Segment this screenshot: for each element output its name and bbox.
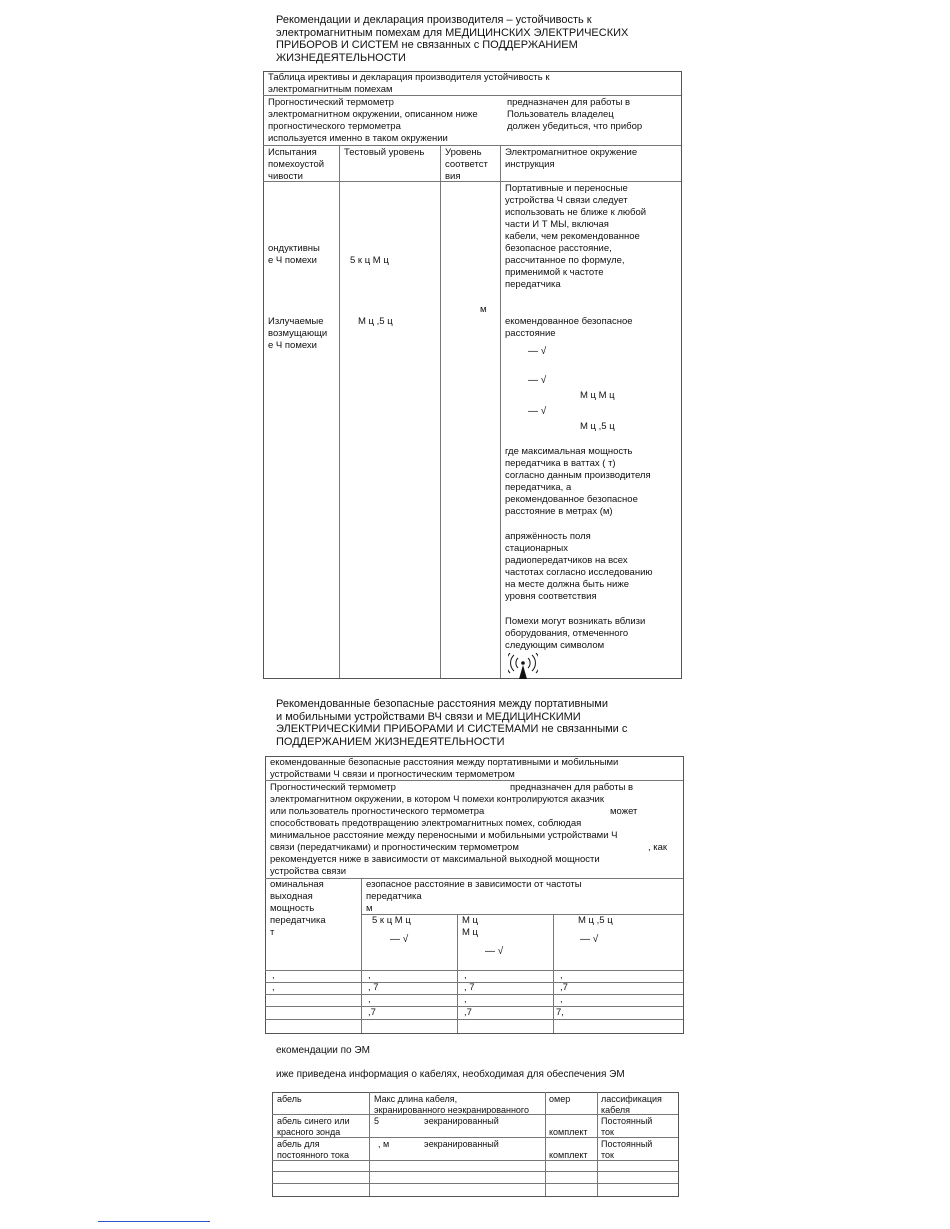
table1-title: Таблица ирективы и декларация производителя устойчивость к электромагнитным помехам bbox=[268, 72, 550, 95]
row-conducted-level: 5 к ц М ц bbox=[350, 255, 389, 266]
col3-formula: — √ bbox=[580, 934, 599, 945]
cable-row-1-class: Постоянный ток bbox=[601, 1116, 653, 1137]
formula-2: — √ bbox=[528, 375, 547, 386]
table-row-1-c1: , bbox=[368, 970, 371, 981]
env-text-field-strength: апряжённость поля стационарных радиопередатчиков на всех частотах согласно исследованию на месте должна быть ниже уровня соответствия bbox=[505, 531, 653, 602]
header-level: Тестовый уровень bbox=[344, 147, 425, 158]
env-text-recommended: екомендованное безопасное расстояние bbox=[505, 316, 633, 339]
cable-row-2-name: абель для постоянного тока bbox=[277, 1139, 349, 1160]
table-row-2-c3: ,7 bbox=[560, 982, 568, 993]
section2-heading: Рекомендованные безопасные расстояния между портативными и мобильными устройствами ВЧ связи и МЕДИЦИНСКИМИ ЭЛЕКТРИЧЕСКИМИ ПРИБОРАМИ И СИСТЕМАМИ не связанными с ПОДДЕРЖАНИЕМ ЖИЗНЕДЕЯТЕЛЬНОСТИ bbox=[276, 698, 628, 748]
cable-row-1-number: комплект bbox=[549, 1127, 588, 1137]
freq-col-2: М ц М ц bbox=[462, 915, 478, 938]
table2-intro-right-1: предназначен для работы в bbox=[510, 782, 634, 793]
section1-heading: Рекомендации и декларация производителя – устойчивость к электромагнитным помехам для МЕДИЦИНСКИХ ЭЛЕКТРИЧЕСКИХ ПРИБОРОВ И СИСТЕМ не связанных с ПОДДЕРЖАНИЕМ ЖИЗНЕДЕЯТЕЛЬНОСТИ bbox=[276, 14, 629, 64]
compliance-unit: м bbox=[480, 304, 487, 315]
cable-row-1-length: 5 bbox=[374, 1116, 380, 1126]
table-row-3-c2: , bbox=[464, 994, 467, 1005]
cable-header-class: лассификация кабеля bbox=[601, 1094, 662, 1115]
table-row-1-c3: , bbox=[560, 970, 563, 981]
table-row-1-c2: , bbox=[464, 970, 467, 981]
section3-heading: екомендации по ЭМ bbox=[276, 1045, 370, 1056]
cable-header-number: омер bbox=[549, 1094, 571, 1104]
cable-row-2-type: эекранированный bbox=[424, 1139, 499, 1149]
table-row-4-c3: 7, bbox=[556, 1007, 564, 1018]
freq-col-3: М ц ,5 ц bbox=[578, 915, 613, 926]
table2-intro-left: Прогностический термометр электромагнитном окружении, в котором Ч помехи контролируются аказчик или пользователь прогностического термометра способствовать предотвращению электромагнитных помех, соблюдая минимальное расстояние между переносными и мобильными устройствами Ч связи (передатчиками) и прогностическим термометром рекомендуется ниже в зависимости от максимальной выходной мощности устройства связи bbox=[270, 782, 618, 877]
formula-1: — √ bbox=[528, 346, 547, 357]
distance-header: езопасное расстояние в зависимости от частоты передатчика м bbox=[366, 879, 582, 914]
table2-title: екомендованные безопасные расстояния между портативными и мобильными устройствами Ч связи и прогностическим термометром bbox=[270, 757, 619, 780]
cable-header-length: Макс длина кабеля, экранированного неэкранированного bbox=[374, 1094, 530, 1115]
table1-intro-right: предназначен для работы в Пользователь владелец должен убедиться, что прибор bbox=[507, 97, 643, 132]
freq-col-1: 5 к ц М ц bbox=[372, 915, 411, 926]
cable-row-1-name: абель синего или красного зонда bbox=[277, 1116, 350, 1137]
col1-formula: — √ bbox=[390, 934, 409, 945]
section3-subheading: иже приведена информация о кабелях, необходимая для обеспечения ЭМ bbox=[276, 1069, 625, 1080]
env-text-interference: Помехи могут возникать вблизи оборудования, отмеченного следующим символом bbox=[505, 616, 646, 651]
table-row-2-power: , bbox=[272, 982, 275, 993]
table-row-1-power: , bbox=[272, 970, 275, 981]
table2-intro-right-3: , как bbox=[648, 842, 668, 853]
formula-3: — √ bbox=[528, 406, 547, 417]
table-row-4-c1: ,7 bbox=[368, 1007, 376, 1018]
formula-range-2: М ц ,5 ц bbox=[580, 421, 615, 432]
header-environment: Электромагнитное окружение инструкция bbox=[505, 147, 638, 170]
table-row-2-c2: , 7 bbox=[464, 982, 475, 993]
table-row-2-c1: , 7 bbox=[368, 982, 379, 993]
footnote-divider bbox=[98, 1221, 210, 1222]
cable-row-2-number: комплект bbox=[549, 1150, 588, 1160]
cable-row-2-length: , м bbox=[378, 1139, 390, 1149]
env-text-portable: Портативные и переносные устройства Ч связи следует использовать не ближе к любой части И Т МЫ, включая кабели, чем рекомендованное безопасное расстояние, рассчитанное по формуле, применимой к частоте передатчика bbox=[505, 183, 647, 290]
cable-header-cable: абель bbox=[277, 1094, 302, 1104]
col2-formula: — √ bbox=[485, 946, 504, 957]
cable-row-1-type: эекранированный bbox=[424, 1116, 499, 1126]
header-test: Испытания помехоустой чивости bbox=[268, 147, 325, 182]
row-conducted-name: ондуктивны е Ч помехи bbox=[268, 243, 320, 266]
formula-range-1: М ц М ц bbox=[580, 390, 615, 401]
header-compliance: Уровень соответст вия bbox=[445, 147, 488, 182]
table-row-3-c1: , bbox=[368, 994, 371, 1005]
env-text-where: где максимальная мощность передатчика в ваттах ( т) согласно данным производителя передатчика, а рекомендованное безопасное расстояние в метрах (м) bbox=[505, 446, 651, 517]
table1-intro-left: Прогностический термометр электромагнитном окружении, описанном ниже прогностического термометра используется именно в таком окружении bbox=[268, 97, 478, 144]
radio-interference-icon bbox=[508, 653, 538, 679]
cable-row-2-class: Постоянный ток bbox=[601, 1139, 653, 1160]
row-radiated-name: Излучаемые возмущающи е Ч помехи bbox=[268, 316, 328, 351]
row-radiated-level: М ц ,5 ц bbox=[358, 316, 393, 327]
table2-intro-right-2: может bbox=[610, 806, 638, 817]
table-row-4-c2: ,7 bbox=[464, 1007, 472, 1018]
table-row-3-c3: , bbox=[560, 994, 563, 1005]
power-header: оминальная выходная мощность передатчика т bbox=[270, 879, 326, 938]
